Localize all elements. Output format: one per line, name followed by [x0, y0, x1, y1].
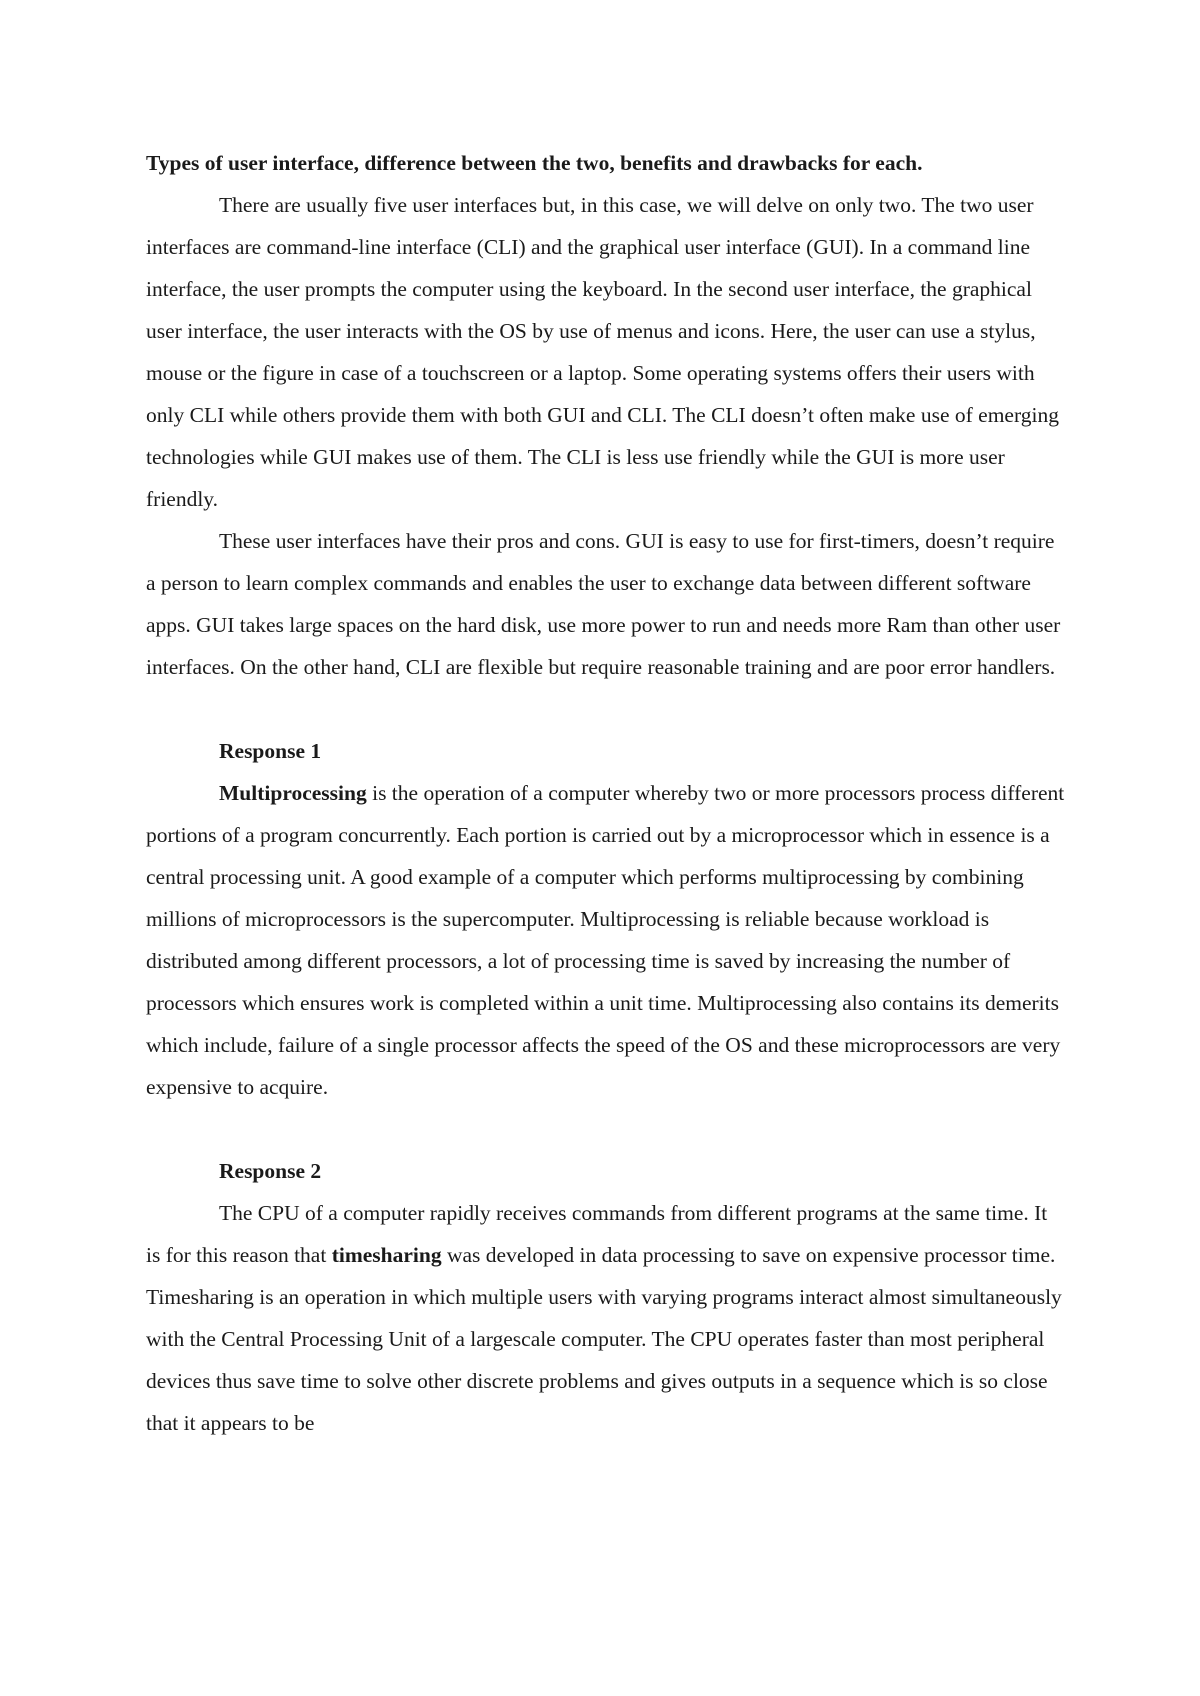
- response-1-heading: Response 1: [219, 739, 322, 763]
- term-timesharing: timesharing: [331, 1243, 442, 1267]
- document-body: [146, 142, 1066, 1444]
- response-1-paragraph: [146, 772, 1066, 1108]
- spacer: [146, 1108, 1066, 1150]
- paragraph-pros-cons: These user interfaces have their pros and cons. GUI is easy to use for first-timers, doesn’t require a person to learn complex commands and enables the user to exchange data between different software apps. GUI takes large spaces on the hard disk, use more power to run and needs more Ram than other user interfaces. On the other hand, CLI are flexible but require reasonable training and are poor error handlers.: [146, 529, 1061, 679]
- response-2-paragraph: [146, 1192, 1066, 1444]
- document-title: Types of user interface, difference between the two, benefits and drawbacks for each.: [146, 151, 923, 175]
- response-1-text: is the operation of a computer whereby two or more processors process different portions of a program concurrently. Each portion is carried out by a microprocessor which in essence is a central processing unit. A good example of a computer which performs multiprocessing by combining millions of microprocessors is the supercomputer. Multiprocessing is reliable because workload is distributed among different processors, a lot of processing time is saved by increasing the number of processors which ensures work is completed within a unit time. Multiprocessing also contains its demerits which include, failure of a single processor affects the speed of the OS and these microprocessors are very expensive to acquire.: [146, 781, 1065, 1099]
- response-2-text-after: was developed in data processing to save on expensive processor time. Timesharing is an operation in which multiple users with varying programs interact almost simultaneously with the Central Processing Unit of a largescale computer. The CPU operates faster than most peripheral devices thus save time to solve other discrete problems and gives outputs in a sequence which is so close that it appears to be: [146, 1243, 1062, 1435]
- response-2-text-before: The CPU of a computer rapidly receives commands from different programs at the same time. It is for this reason that: [146, 1201, 1048, 1267]
- spacer: [146, 688, 1066, 730]
- term-multiprocessing: Multiprocessing: [219, 781, 367, 805]
- paragraph-cli-gui-intro: There are usually five user interfaces but, in this case, we will delve on only two. The two user interfaces are command-line interface (CLI) and the graphical user interface (GUI). In a command line interface, the user prompts the computer using the keyboard. In the second user interface, the graphical user interface, the user interacts with the OS by use of menus and icons. Here, the user can use a stylus, mouse or the figure in case of a touchscreen or a laptop. Some operating systems offers their users with only CLI while others provide them with both GUI and CLI. The CLI doesn’t often make use of emerging technologies while GUI makes use of them. The CLI is less use friendly while the GUI is more user friendly.: [146, 193, 1059, 511]
- response-2-heading: Response 2: [219, 1159, 322, 1183]
